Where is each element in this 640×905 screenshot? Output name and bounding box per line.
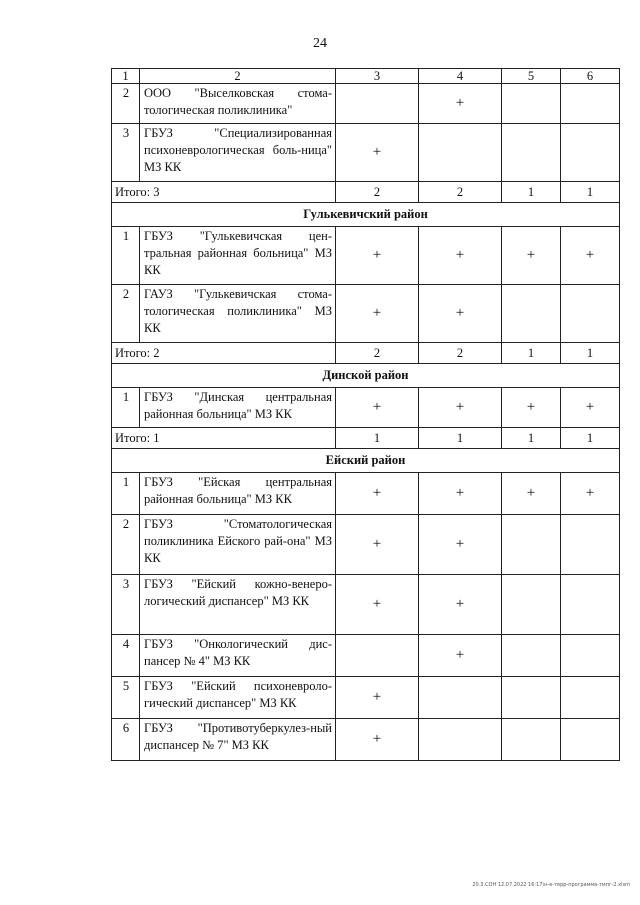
total-value: 1 <box>419 428 502 449</box>
mark-cell: + <box>419 635 502 677</box>
district-title: Гулькевичский район <box>112 203 620 227</box>
row-number: 3 <box>112 124 140 182</box>
table-row <box>112 515 620 575</box>
total-value: 2 <box>336 182 419 203</box>
institution-name: ГБУЗ "Ейский психоневроло-гический диспансер" МЗ КК <box>140 677 336 719</box>
mark-cell <box>336 84 419 124</box>
column-number: 6 <box>561 69 620 84</box>
institution-name: ГБУЗ "Ейский кожно-венеро-логический диспансер" МЗ КК <box>140 575 336 635</box>
mark-cell: + <box>561 473 620 515</box>
row-number: 3 <box>112 575 140 635</box>
mark-cell <box>561 575 620 635</box>
column-number: 1 <box>112 69 140 84</box>
mark-cell <box>502 635 561 677</box>
institution-name: ГАУЗ "Гулькевичская стома-тологическая поликлиника" МЗ КК <box>140 285 336 343</box>
district-title: Ейский район <box>112 449 620 473</box>
table-row <box>112 285 620 343</box>
mark-cell: + <box>419 388 502 428</box>
mark-cell: + <box>419 473 502 515</box>
mark-cell <box>561 719 620 761</box>
column-number: 5 <box>502 69 561 84</box>
row-number: 1 <box>112 388 140 428</box>
district-title: Динской район <box>112 364 620 388</box>
institution-name: ГБУЗ "Специализированная психоневрологическая боль-ница" МЗ КК <box>140 124 336 182</box>
mark-cell <box>502 575 561 635</box>
row-number: 2 <box>112 285 140 343</box>
total-value: 2 <box>419 182 502 203</box>
mark-cell: + <box>502 227 561 285</box>
institution-name: ООО "Выселковская стома-тологическая поликлиника" <box>140 84 336 124</box>
table-row <box>112 84 620 124</box>
page-number: 24 <box>313 36 327 51</box>
mark-cell: + <box>336 124 419 182</box>
row-number: 1 <box>112 473 140 515</box>
total-value: 2 <box>336 343 419 364</box>
institution-name: ГБУЗ "Ейская центральная районная больница" МЗ КК <box>140 473 336 515</box>
row-number: 5 <box>112 677 140 719</box>
table-row <box>112 635 620 677</box>
table-row <box>112 677 620 719</box>
mark-cell <box>561 635 620 677</box>
institution-name: ГБУЗ "Динская центральная районная больница" МЗ КК <box>140 388 336 428</box>
institution-name: ГБУЗ "Гулькевичская цен-тральная районная больница" МЗ КК <box>140 227 336 285</box>
mark-cell: + <box>419 515 502 575</box>
mark-cell: + <box>561 227 620 285</box>
mark-cell: + <box>336 515 419 575</box>
column-number: 2 <box>140 69 336 84</box>
column-number: 4 <box>419 69 502 84</box>
mark-cell: + <box>336 285 419 343</box>
mark-cell <box>502 285 561 343</box>
total-label: Итого: 3 <box>112 182 336 203</box>
mark-cell: + <box>336 388 419 428</box>
row-number: 1 <box>112 227 140 285</box>
mark-cell: + <box>419 285 502 343</box>
mark-cell <box>561 515 620 575</box>
mark-cell: + <box>419 84 502 124</box>
district-header-row <box>112 449 620 473</box>
mark-cell: + <box>502 473 561 515</box>
mark-cell <box>502 677 561 719</box>
institution-name: ГБУЗ "Стоматологическая поликлиника Ейского рай-она" МЗ КК <box>140 515 336 575</box>
mark-cell: + <box>419 227 502 285</box>
total-label: Итого: 1 <box>112 428 336 449</box>
mark-cell <box>336 635 419 677</box>
table-row <box>112 719 620 761</box>
total-value: 1 <box>502 343 561 364</box>
mark-cell <box>502 515 561 575</box>
total-row <box>112 343 620 364</box>
table-row <box>112 575 620 635</box>
table-row <box>112 124 620 182</box>
mark-cell: + <box>336 719 419 761</box>
mark-cell <box>502 124 561 182</box>
total-label: Итого: 2 <box>112 343 336 364</box>
total-value: 1 <box>336 428 419 449</box>
mark-cell: + <box>561 388 620 428</box>
mark-cell: + <box>336 677 419 719</box>
district-header-row <box>112 364 620 388</box>
total-row <box>112 182 620 203</box>
mark-cell <box>419 719 502 761</box>
table-row <box>112 227 620 285</box>
mark-cell <box>502 719 561 761</box>
mark-cell <box>561 84 620 124</box>
mark-cell <box>502 84 561 124</box>
mark-cell <box>419 677 502 719</box>
mark-cell <box>561 285 620 343</box>
mark-cell <box>561 124 620 182</box>
footer-stamp: 20.3.СОН 12.07.2022 16:17\н-е-терр-программа-тмпг-2.xlsm <box>472 882 630 888</box>
row-number: 2 <box>112 84 140 124</box>
total-value: 1 <box>502 182 561 203</box>
column-number-row <box>112 69 620 84</box>
total-value: 1 <box>561 343 620 364</box>
mark-cell: + <box>336 227 419 285</box>
row-number: 4 <box>112 635 140 677</box>
coverage-table <box>111 68 620 761</box>
table-row <box>112 388 620 428</box>
table-row <box>112 473 620 515</box>
mark-cell: + <box>502 388 561 428</box>
mark-cell <box>561 677 620 719</box>
total-row <box>112 428 620 449</box>
row-number: 2 <box>112 515 140 575</box>
total-value: 1 <box>502 428 561 449</box>
mark-cell: + <box>419 575 502 635</box>
total-value: 2 <box>419 343 502 364</box>
total-value: 1 <box>561 182 620 203</box>
mark-cell <box>419 124 502 182</box>
mark-cell: + <box>336 473 419 515</box>
institution-name: ГБУЗ "Противотуберкулез-ный диспансер № 7" МЗ КК <box>140 719 336 761</box>
column-number: 3 <box>336 69 419 84</box>
total-value: 1 <box>561 428 620 449</box>
mark-cell: + <box>336 575 419 635</box>
row-number: 6 <box>112 719 140 761</box>
district-header-row <box>112 203 620 227</box>
institution-name: ГБУЗ "Онкологический дис-пансер № 4" МЗ КК <box>140 635 336 677</box>
